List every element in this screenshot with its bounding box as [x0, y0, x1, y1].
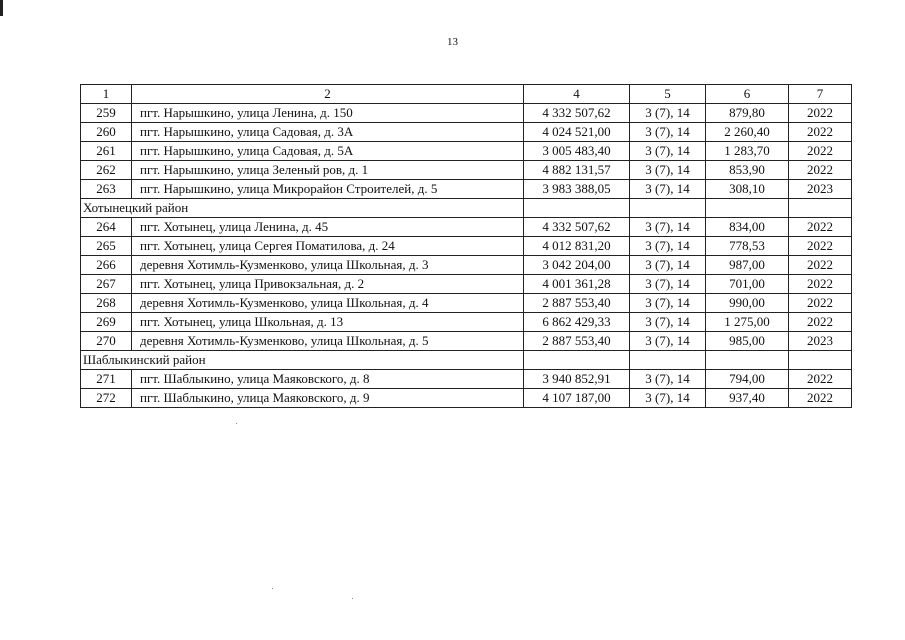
year-cell: 2022 [789, 313, 852, 332]
table-row [81, 389, 852, 408]
area-cell: 701,00 [706, 275, 789, 294]
count-cell: 3 (7), 14 [630, 313, 706, 332]
empty-cell [789, 199, 852, 218]
scan-speck [272, 588, 273, 589]
scan-speck [236, 423, 237, 424]
cost-cell: 2 887 553,40 [524, 332, 630, 351]
year-cell: 2022 [789, 142, 852, 161]
address-cell: пгт. Нарышкино, улица Садовая, д. 3А [132, 123, 524, 142]
count-cell: 3 (7), 14 [630, 275, 706, 294]
address-cell: пгт. Нарышкино, улица Садовая, д. 5А [132, 142, 524, 161]
header-row [81, 85, 852, 104]
row-number: 269 [81, 313, 132, 332]
year-cell: 2022 [789, 294, 852, 313]
count-cell: 3 (7), 14 [630, 180, 706, 199]
cost-cell: 6 862 429,33 [524, 313, 630, 332]
cost-cell: 4 332 507,62 [524, 104, 630, 123]
district-heading-khotynets [81, 199, 852, 218]
empty-cell [706, 351, 789, 370]
address-cell: деревня Хотимль-Кузменково, улица Школьная, д. 4 [132, 294, 524, 313]
empty-cell [630, 199, 706, 218]
row-number: 267 [81, 275, 132, 294]
year-cell: 2022 [789, 237, 852, 256]
cost-cell: 3 983 388,05 [524, 180, 630, 199]
district-heading-shablykino [81, 351, 852, 370]
page-number: 13 [447, 36, 458, 48]
district-row [81, 199, 852, 218]
district-name: Шаблыкинский район [81, 351, 524, 370]
row-number: 271 [81, 370, 132, 389]
housing-register-table [80, 84, 852, 408]
cost-cell: 4 107 187,00 [524, 389, 630, 408]
area-cell: 985,00 [706, 332, 789, 351]
cost-cell: 4 001 361,28 [524, 275, 630, 294]
table-row [81, 180, 852, 199]
count-cell: 3 (7), 14 [630, 294, 706, 313]
row-number: 262 [81, 161, 132, 180]
address-cell: пгт. Хотынец, улица Ленина, д. 45 [132, 218, 524, 237]
year-cell: 2022 [789, 123, 852, 142]
row-number: 268 [81, 294, 132, 313]
count-cell: 3 (7), 14 [630, 218, 706, 237]
count-cell: 3 (7), 14 [630, 142, 706, 161]
count-cell: 3 (7), 14 [630, 237, 706, 256]
empty-cell [630, 351, 706, 370]
count-cell: 3 (7), 14 [630, 104, 706, 123]
table-row [81, 294, 852, 313]
table-row [81, 123, 852, 142]
column-header: 6 [706, 85, 789, 104]
table-row [81, 332, 852, 351]
year-cell: 2022 [789, 104, 852, 123]
column-header: 5 [630, 85, 706, 104]
empty-cell [524, 351, 630, 370]
count-cell: 3 (7), 14 [630, 256, 706, 275]
area-cell: 2 260,40 [706, 123, 789, 142]
area-cell: 987,00 [706, 256, 789, 275]
row-number: 265 [81, 237, 132, 256]
year-cell: 2022 [789, 275, 852, 294]
row-number: 260 [81, 123, 132, 142]
cost-cell: 4 012 831,20 [524, 237, 630, 256]
count-cell: 3 (7), 14 [630, 370, 706, 389]
empty-cell [789, 351, 852, 370]
year-cell: 2022 [789, 256, 852, 275]
address-cell: пгт. Хотынец, улица Школьная, д. 13 [132, 313, 524, 332]
address-cell: деревня Хотимль-Кузменково, улица Школьная, д. 3 [132, 256, 524, 275]
table-row [81, 256, 852, 275]
column-header: 7 [789, 85, 852, 104]
table-row [81, 104, 852, 123]
area-cell: 853,90 [706, 161, 789, 180]
row-number: 259 [81, 104, 132, 123]
table-row [81, 275, 852, 294]
count-cell: 3 (7), 14 [630, 161, 706, 180]
cost-cell: 3 042 204,00 [524, 256, 630, 275]
cost-cell: 3 940 852,91 [524, 370, 630, 389]
year-cell: 2022 [789, 218, 852, 237]
row-number: 270 [81, 332, 132, 351]
area-cell: 778,53 [706, 237, 789, 256]
table-row [81, 370, 852, 389]
address-cell: пгт. Хотынец, улица Сергея Поматилова, д. 24 [132, 237, 524, 256]
count-cell: 3 (7), 14 [630, 389, 706, 408]
address-cell: пгт. Хотынец, улица Привокзальная, д. 2 [132, 275, 524, 294]
row-number: 266 [81, 256, 132, 275]
area-cell: 308,10 [706, 180, 789, 199]
cost-cell: 2 887 553,40 [524, 294, 630, 313]
area-cell: 879,80 [706, 104, 789, 123]
area-cell: 1 275,00 [706, 313, 789, 332]
column-header: 2 [132, 85, 524, 104]
district-row [81, 351, 852, 370]
address-cell: пгт. Нарышкино, улица Микрорайон Строителей, д. 5 [132, 180, 524, 199]
district-group-khotynets [81, 218, 852, 351]
row-number: 263 [81, 180, 132, 199]
district-name: Хотынецкий район [81, 199, 524, 218]
table-row [81, 237, 852, 256]
empty-cell [706, 199, 789, 218]
address-cell: пгт. Нарышкино, улица Зеленый ров, д. 1 [132, 161, 524, 180]
year-cell: 2022 [789, 389, 852, 408]
table-row [81, 313, 852, 332]
table-row [81, 142, 852, 161]
area-cell: 990,00 [706, 294, 789, 313]
cost-cell: 4 882 131,57 [524, 161, 630, 180]
table-row [81, 161, 852, 180]
address-cell: деревня Хотимль-Кузменково, улица Школьная, д. 5 [132, 332, 524, 351]
area-cell: 794,00 [706, 370, 789, 389]
cost-cell: 4 332 507,62 [524, 218, 630, 237]
address-cell: пгт. Нарышкино, улица Ленина, д. 150 [132, 104, 524, 123]
area-cell: 937,40 [706, 389, 789, 408]
year-cell: 2023 [789, 180, 852, 199]
address-cell: пгт. Шаблыкино, улица Маяковского, д. 9 [132, 389, 524, 408]
year-cell: 2023 [789, 332, 852, 351]
empty-cell [524, 199, 630, 218]
row-number: 261 [81, 142, 132, 161]
row-number: 272 [81, 389, 132, 408]
address-cell: пгт. Шаблыкино, улица Маяковского, д. 8 [132, 370, 524, 389]
cost-cell: 3 005 483,40 [524, 142, 630, 161]
area-cell: 1 283,70 [706, 142, 789, 161]
count-cell: 3 (7), 14 [630, 123, 706, 142]
area-cell: 834,00 [706, 218, 789, 237]
year-cell: 2022 [789, 161, 852, 180]
cost-cell: 4 024 521,00 [524, 123, 630, 142]
scan-edge-mark [0, 0, 3, 16]
column-header: 1 [81, 85, 132, 104]
row-number: 264 [81, 218, 132, 237]
count-cell: 3 (7), 14 [630, 332, 706, 351]
district-group-shablykino [81, 370, 852, 408]
table-header [81, 85, 852, 104]
year-cell: 2022 [789, 370, 852, 389]
district-group-narysh [81, 104, 852, 199]
column-header: 4 [524, 85, 630, 104]
scan-speck [352, 598, 353, 599]
table-row [81, 218, 852, 237]
